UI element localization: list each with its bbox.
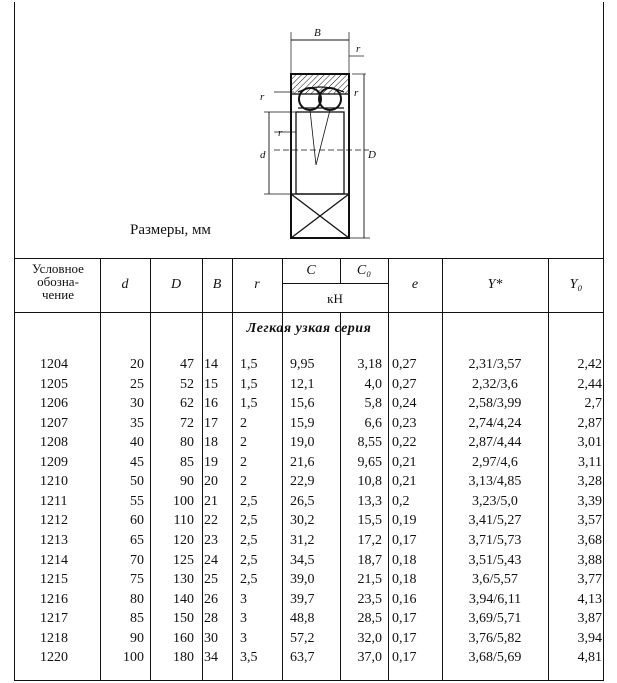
figure-caption: Размеры, мм <box>130 222 211 238</box>
cell-C0: 21,5 <box>357 572 382 588</box>
cell-D: 110 <box>173 513 194 529</box>
cell-B: 26 <box>204 591 218 607</box>
cell-r: 3,5 <box>240 650 258 666</box>
cell-D: 130 <box>173 572 194 588</box>
header-bottom-rule <box>14 312 604 313</box>
cell-C0: 17,2 <box>357 532 382 548</box>
cell-Y0: 3,88 <box>577 552 602 568</box>
cell-D: 90 <box>180 474 194 490</box>
cell-Y: 2,97/4,6 <box>472 454 518 470</box>
cell-C0: 3,18 <box>357 357 382 372</box>
cell-designation: 1214 <box>40 552 68 568</box>
cell-C0: 10,8 <box>357 474 382 490</box>
cell-Y: 3,71/5,73 <box>468 532 522 548</box>
cell-Y: 3,68/5,69 <box>468 650 522 666</box>
cell-C0: 6,6 <box>364 415 382 431</box>
cell-designation: 1212 <box>40 513 68 529</box>
cell-Y: 3,94/6,11 <box>468 591 522 607</box>
cell-C: 22,9 <box>290 474 315 490</box>
cell-Y0: 3,87 <box>577 611 602 627</box>
cell-D: 85 <box>180 454 194 470</box>
header-B: B <box>212 277 222 292</box>
cell-d: 50 <box>130 474 144 490</box>
cell-D: 100 <box>173 493 194 509</box>
cell-B: 18 <box>204 435 218 451</box>
bearing-figure <box>14 0 604 258</box>
cell-D: 62 <box>180 396 194 412</box>
cell-d: 90 <box>130 630 144 646</box>
cell-Y0: 3,01 <box>577 435 602 451</box>
cell-Y: 3,69/5,71 <box>468 611 522 627</box>
cell-C: 12,1 <box>290 376 315 392</box>
cell-C: 39,7 <box>290 591 315 607</box>
cell-Y: 2,74/4,24 <box>468 415 522 431</box>
cell-C0: 23,5 <box>357 591 382 607</box>
cell-e: 0,17 <box>392 650 417 666</box>
cell-C: 63,7 <box>290 650 315 666</box>
cell-e: 0,24 <box>392 396 417 412</box>
cell-B: 21 <box>204 493 218 509</box>
cell-C0: 13,3 <box>357 493 382 509</box>
label-d: d <box>260 149 266 161</box>
cell-e: 0,21 <box>392 454 417 470</box>
cell-D: 52 <box>180 376 194 392</box>
header-Y: Y* <box>487 277 503 292</box>
cell-Y0: 3,77 <box>577 572 602 588</box>
label-r-inner: r <box>278 127 283 139</box>
cell-C: 9,95 <box>290 357 315 372</box>
cell-r: 1,5 <box>240 396 258 412</box>
cell-designation: 1206 <box>40 396 68 412</box>
cell-Y: 2,31/3,57 <box>468 357 522 372</box>
cell-C0: 8,55 <box>357 435 382 451</box>
cell-Y: 3,41/5,27 <box>468 513 522 529</box>
bearing-drawing <box>14 0 604 258</box>
cell-d: 55 <box>130 493 144 509</box>
cell-C0: 37,0 <box>357 650 382 666</box>
cell-C: 34,5 <box>290 552 315 568</box>
cell-e: 0,2 <box>392 493 410 509</box>
cell-r: 3 <box>240 611 247 627</box>
cell-C: 48,8 <box>290 611 315 627</box>
cell-d: 65 <box>130 532 144 548</box>
cell-designation: 1220 <box>40 650 68 666</box>
label-r-left: r <box>260 91 265 103</box>
cell-e: 0,17 <box>392 532 417 548</box>
cell-Y: 3,23/5,0 <box>472 493 518 509</box>
header-D: D <box>170 277 182 292</box>
cell-r: 2,5 <box>240 513 258 529</box>
cell-designation: 1213 <box>40 532 68 548</box>
cell-D: 47 <box>180 357 194 372</box>
cell-C: 21,6 <box>290 454 315 470</box>
cell-d: 75 <box>130 572 144 588</box>
cell-C0: 5,8 <box>364 396 382 412</box>
cell-e: 0,18 <box>392 572 417 588</box>
cell-Y0: 3,94 <box>577 630 602 646</box>
cell-Y0: 4,81 <box>577 650 602 666</box>
cell-e: 0,27 <box>392 357 417 372</box>
cell-e: 0,23 <box>392 415 417 431</box>
cell-Y0: 2,87 <box>577 415 602 431</box>
cell-d: 70 <box>130 552 144 568</box>
cell-B: 25 <box>204 572 218 588</box>
cell-e: 0,16 <box>392 591 417 607</box>
cell-e: 0,22 <box>392 435 417 451</box>
header-designation: Условное обозна- чение <box>32 261 84 302</box>
cell-Y: 2,58/3,99 <box>468 396 522 412</box>
cell-e: 0,17 <box>392 630 417 646</box>
cell-designation: 1217 <box>40 611 68 627</box>
cell-d: 60 <box>130 513 144 529</box>
cell-D: 72 <box>180 415 194 431</box>
cell-Y: 2,32/3,6 <box>472 376 518 392</box>
cell-C: 57,2 <box>290 630 315 646</box>
cell-e: 0,21 <box>392 474 417 490</box>
cell-C: 19,0 <box>290 435 315 451</box>
header-C: C <box>306 263 316 278</box>
cell-r: 2 <box>240 454 247 470</box>
cell-Y: 3,76/5,82 <box>468 630 522 646</box>
cell-designation: 1215 <box>40 572 68 588</box>
cell-d: 80 <box>130 591 144 607</box>
cell-C0: 18,7 <box>357 552 382 568</box>
cell-D: 160 <box>173 630 194 646</box>
header-kn: кН <box>327 291 343 306</box>
cell-D: 150 <box>173 611 194 627</box>
cell-r: 2,5 <box>240 493 258 509</box>
cell-d: 25 <box>130 376 144 392</box>
cell-r: 2,5 <box>240 532 258 548</box>
cell-designation: 1216 <box>40 591 68 607</box>
cell-e: 0,19 <box>392 513 417 529</box>
header-e: e <box>411 277 419 292</box>
label-B: B <box>314 27 321 39</box>
cell-D: 125 <box>173 552 194 568</box>
cell-r: 2 <box>240 435 247 451</box>
cell-B: 22 <box>204 513 218 529</box>
cell-Y0: 3,39 <box>577 493 602 509</box>
cell-C0: 9,65 <box>357 454 382 470</box>
cell-r: 2 <box>240 415 247 431</box>
cell-designation: 1211 <box>40 493 68 509</box>
label-r-top: r <box>356 43 361 55</box>
cell-D: 120 <box>173 532 194 548</box>
cell-designation: 1204 <box>40 357 68 372</box>
cell-C: 31,2 <box>290 532 315 548</box>
cell-r: 2,5 <box>240 572 258 588</box>
cell-B: 20 <box>204 474 218 490</box>
cell-B: 19 <box>204 454 218 470</box>
cell-C0: 32,0 <box>357 630 382 646</box>
cell-Y: 3,51/5,43 <box>468 552 522 568</box>
c-kn-divider <box>282 283 388 284</box>
cell-r: 1,5 <box>240 376 258 392</box>
cell-Y: 3,6/5,57 <box>472 572 518 588</box>
cell-d: 45 <box>130 454 144 470</box>
cell-Y0: 3,28 <box>577 474 602 490</box>
cell-C: 30,2 <box>290 513 315 529</box>
cell-r: 3 <box>240 630 247 646</box>
cell-B: 23 <box>204 532 218 548</box>
cell-Y: 2,87/4,44 <box>468 435 522 451</box>
cell-D: 180 <box>173 650 194 666</box>
cell-C0: 15,5 <box>357 513 382 529</box>
cell-Y0: 3,11 <box>578 454 602 470</box>
cell-designation: 1207 <box>40 415 68 431</box>
cell-d: 35 <box>130 415 144 431</box>
cell-d: 40 <box>130 435 144 451</box>
cell-e: 0,18 <box>392 552 417 568</box>
cell-C0: 4,0 <box>364 376 382 392</box>
header-r: r <box>254 277 260 292</box>
cell-Y0: 4,13 <box>577 591 602 607</box>
cell-d: 30 <box>130 396 144 412</box>
table-top-rule <box>14 258 604 259</box>
cell-C: 26,5 <box>290 493 315 509</box>
cell-C: 15,6 <box>290 396 315 412</box>
cell-Y0: 2,44 <box>577 376 602 392</box>
cell-d: 20 <box>130 357 144 372</box>
cell-r: 2,5 <box>240 552 258 568</box>
label-r-right: r <box>354 87 359 99</box>
cell-e: 0,17 <box>392 611 417 627</box>
cell-d: 85 <box>130 611 144 627</box>
cell-B: 30 <box>204 630 218 646</box>
cell-B: 14 <box>204 357 218 372</box>
cell-Y: 3,13/4,85 <box>468 474 522 490</box>
header-C0: C₀ <box>356 263 372 278</box>
header-d: d <box>121 277 129 292</box>
cell-B: 34 <box>204 650 218 666</box>
cell-Y0: 3,57 <box>577 513 602 529</box>
cell-C: 15,9 <box>290 415 315 431</box>
series-title: Легкая узкая серия <box>246 321 372 336</box>
cell-B: 16 <box>204 396 218 412</box>
cell-Y0: 2,42 <box>577 357 602 372</box>
cell-C: 39,0 <box>290 572 315 588</box>
cell-r: 2 <box>240 474 247 490</box>
header-Y0: Y₀ <box>569 277 583 292</box>
cell-D: 140 <box>173 591 194 607</box>
cell-C0: 28,5 <box>357 611 382 627</box>
cell-Y0: 3,68 <box>577 532 602 548</box>
cell-designation: 1208 <box>40 435 68 451</box>
cell-D: 80 <box>180 435 194 451</box>
cell-e: 0,27 <box>392 376 417 392</box>
cell-designation: 1210 <box>40 474 68 490</box>
cell-B: 24 <box>204 552 218 568</box>
cell-r: 1,5 <box>240 357 258 372</box>
cell-B: 15 <box>204 376 218 392</box>
cell-designation: 1218 <box>40 630 68 646</box>
cell-designation: 1205 <box>40 376 68 392</box>
label-D: D <box>368 149 376 161</box>
cell-B: 28 <box>204 611 218 627</box>
table-bottom-rule <box>14 680 604 681</box>
cell-designation: 1209 <box>40 454 68 470</box>
cell-B: 17 <box>204 415 218 431</box>
cell-Y0: 2,7 <box>584 396 602 412</box>
cell-r: 3 <box>240 591 247 607</box>
cell-d: 100 <box>123 650 144 666</box>
